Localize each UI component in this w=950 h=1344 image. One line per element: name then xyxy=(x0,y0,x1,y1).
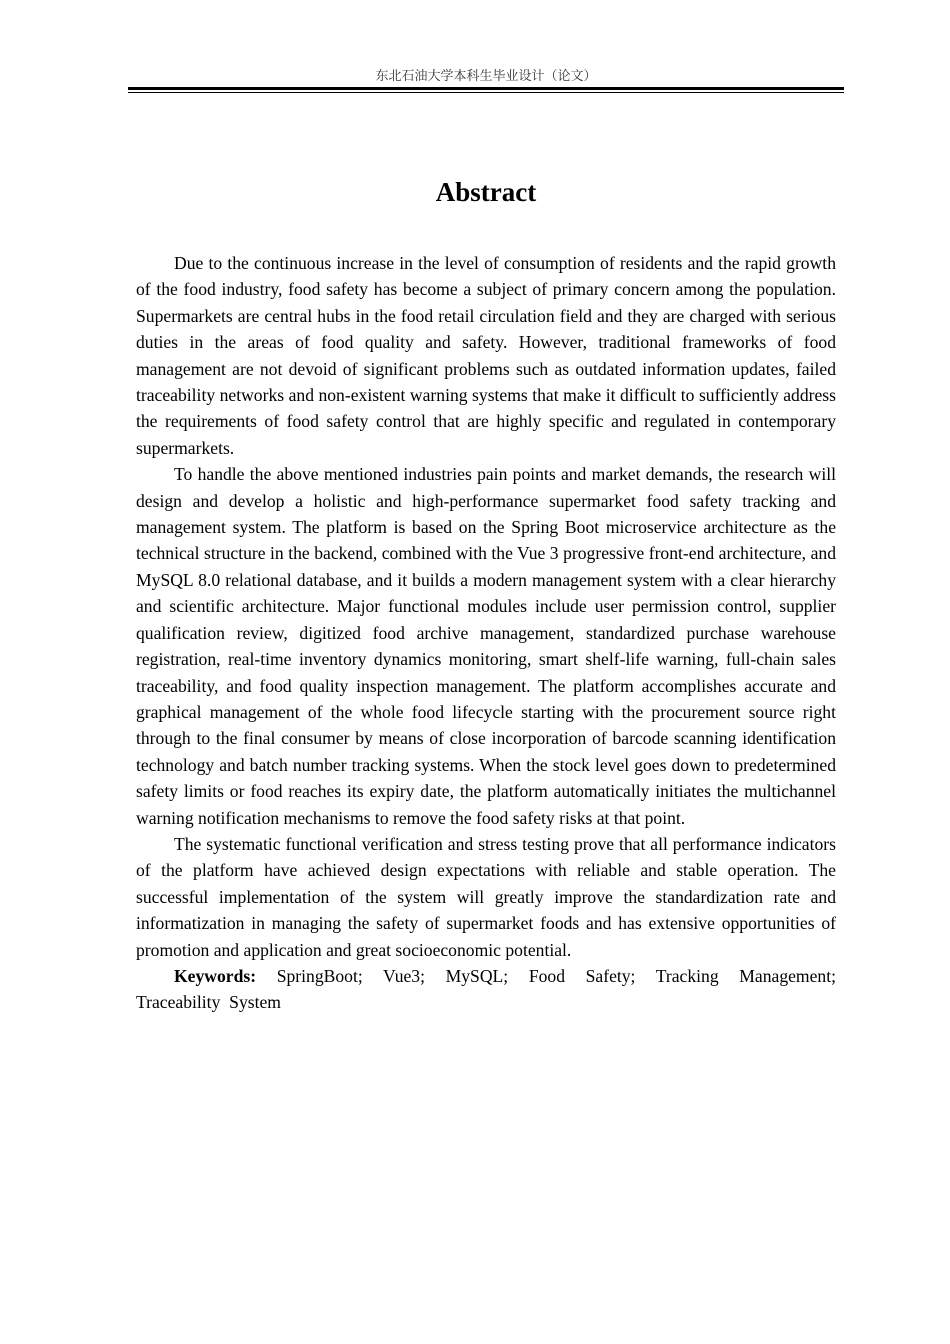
abstract-paragraph-3: The systematic functional verification and stress testing prove that all performance indicators of the platform have achieved design expectations with reliable and stable operation. The successful implementation of the system will greatly improve the standardization rate and informatization in managing the safety of supermarket foods and has extensive opportunities of promotion and application and great socioeconomic potential. xyxy=(136,833,836,960)
abstract-title: Abstract xyxy=(435,177,537,207)
header-rule-thick xyxy=(128,87,844,90)
keywords-paragraph xyxy=(136,963,836,1016)
abstract-body xyxy=(136,250,836,1016)
running-header: 东北石油大学本科生毕业设计（论文） xyxy=(375,69,597,84)
abstract-paragraph-2: To handle the above mentioned industries pain points and market demands, the research will design and develop a holistic and high-performance supermarket food safety tracking and management system. The platform is based on the Spring Boot microservice architecture as the technical structure in the backend, combined with the Vue 3 progressive front-end architecture, and MySQL 8.0 relational database, and it builds a modern management system with a clear hierarchy and scientific architecture. Major functional modules include user permission control, supplier qualification review, digitized food archive management, standardized purchase warehouse registration, real-time inventory dynamics monitoring, smart shelf-life warning, full-chain sales traceability, and food quality inspection management. The platform accomplishes accurate and graphical management of the whole food lifecycle starting with the procurement source right through to the final consumer by means of close incorporation of barcode scanning identification technology and batch number tracking systems. When the stock level goes down to predetermined safety limits or food reaches its expiry date, the platform automatically initiates the multichannel warning notification mechanisms to remove the food safety risks at that point. xyxy=(136,464,836,828)
keywords-label: Keywords: xyxy=(174,965,257,986)
keywords-text: SpringBoot; Vue3; MySQL; Food Safety; Tracking Management; Traceability System xyxy=(136,965,836,1013)
header-rule-thin xyxy=(128,92,844,93)
abstract-paragraph-1: Due to the continuous increase in the level of consumption of residents and the rapid growth of the food industry, food safety has become a subject of primary concern among the population. Supermarkets are central hubs in the food retail circulation field and they are charged with serious duties in the areas of food quality and safety. However, traditional frameworks of food management are not devoid of significant problems such as outdated information updates, failed traceability networks and non-existent warning systems that make it difficult to sufficiently address the requirements of food safety control that are highly specific and regulated in contemporary supermarkets. xyxy=(136,253,836,458)
